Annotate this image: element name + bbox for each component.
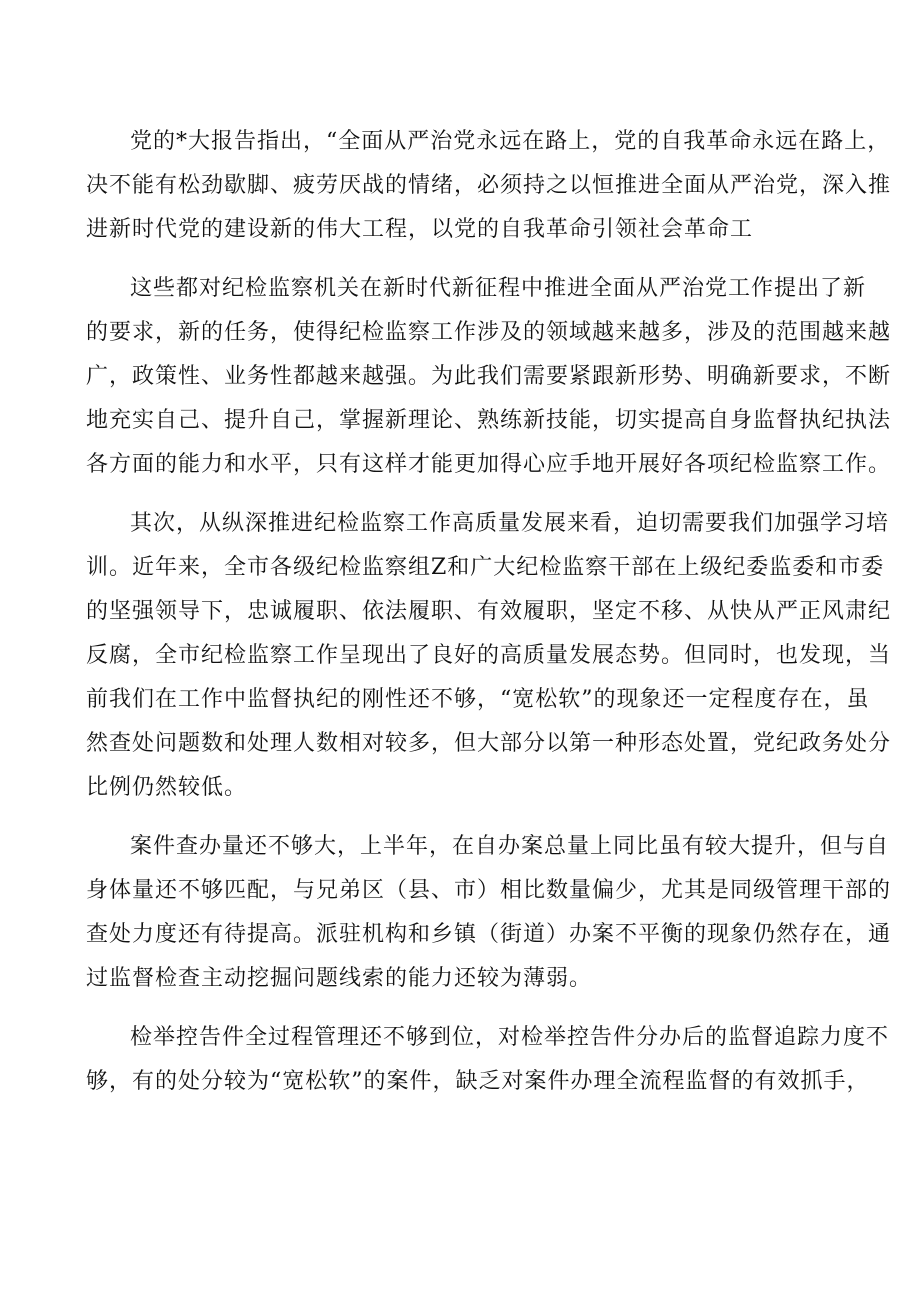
paragraph-5 (86, 1016, 890, 1104)
text-line: 反腐，全市纪检监察工作呈现出了良好的高质量发展态势。但同时，也发现，当 (86, 643, 892, 668)
text-line: 训。近年来，全市各级纪检监察组Z和广大纪检监察干部在上级纪委监委和市委 (86, 555, 885, 580)
text-line: 这些都对纪检监察机关在新时代新征程中推进全面从严治党工作提出了新 (130, 276, 867, 301)
text-line: 过监督检查主动挖掘问题线索的能力还较为薄弱。 (86, 966, 593, 991)
text-line: 其次，从纵深推进纪检监察工作高质量发展来看，迫切需要我们加强学习培 (130, 511, 890, 536)
text-line: 案件查办量还不够大，上半年，在自办案总量上同比虽有较大提升，但与自 (130, 834, 890, 859)
paragraph-4 (86, 825, 892, 1001)
text-line: 的坚强领导下，忠诚履职、依法履职、有效履职，坚定不移、从快从严正风肃纪 (86, 599, 892, 624)
text-line: 够，有的处分较为“宽松软”的案件，缺乏对案件办理全流程监督的有效抓手， (86, 1069, 870, 1094)
text-line: 党的*大报告指出，“全面从严治党永远在路上，党的自我革命永远在路上， (130, 129, 891, 154)
document-body (86, 120, 892, 1119)
text-line: 然查处问题数和处理人数相对较多，但大部分以第一种形态处置，党纪政务处分 (86, 731, 892, 756)
text-line: 前我们在工作中监督执纪的刚性还不够，“宽松软”的现象还一定程度存在，虽 (86, 687, 870, 712)
text-line: 比例仍然较低。 (86, 775, 248, 800)
text-line: 进新时代党的建设新的伟大工程，以党的自我革命引领社会革命工 (86, 217, 754, 242)
paragraph-3 (86, 502, 892, 810)
text-line: 各方面的能力和水平，只有这样才能更加得心应手地开展好各项纪检监察工作。 (86, 452, 892, 477)
text-line: 广，政策性、业务性都越来越强。为此我们需要紧跟新形势、明确新要求，不断 (86, 364, 892, 389)
text-line: 身体量还不够匹配，与兄弟区（县、市）相比数量偏少，尤其是同级管理干部的 (86, 878, 892, 903)
text-line: 地充实自己、提升自己，掌握新理论、熟练新技能，切实提高自身监督执纪执法 (86, 408, 892, 433)
paragraph-2 (86, 267, 892, 487)
text-line: 查处力度还有待提高。派驻机构和乡镇（街道）办案不平衡的现象仍然存在，通 (86, 922, 892, 947)
text-line: 决不能有松劲歇脚、疲劳厌战的情绪，必须持之以恒推进全面从严治党，深入推 (86, 173, 892, 198)
text-line: 的要求，新的任务，使得纪检监察工作涉及的领域越来越多，涉及的范围越来越 (86, 320, 892, 345)
text-line: 检举控告件全过程管理还不够到位，对检举控告件分办后的监督追踪力度不 (130, 1025, 890, 1050)
paragraph-1 (86, 120, 892, 252)
